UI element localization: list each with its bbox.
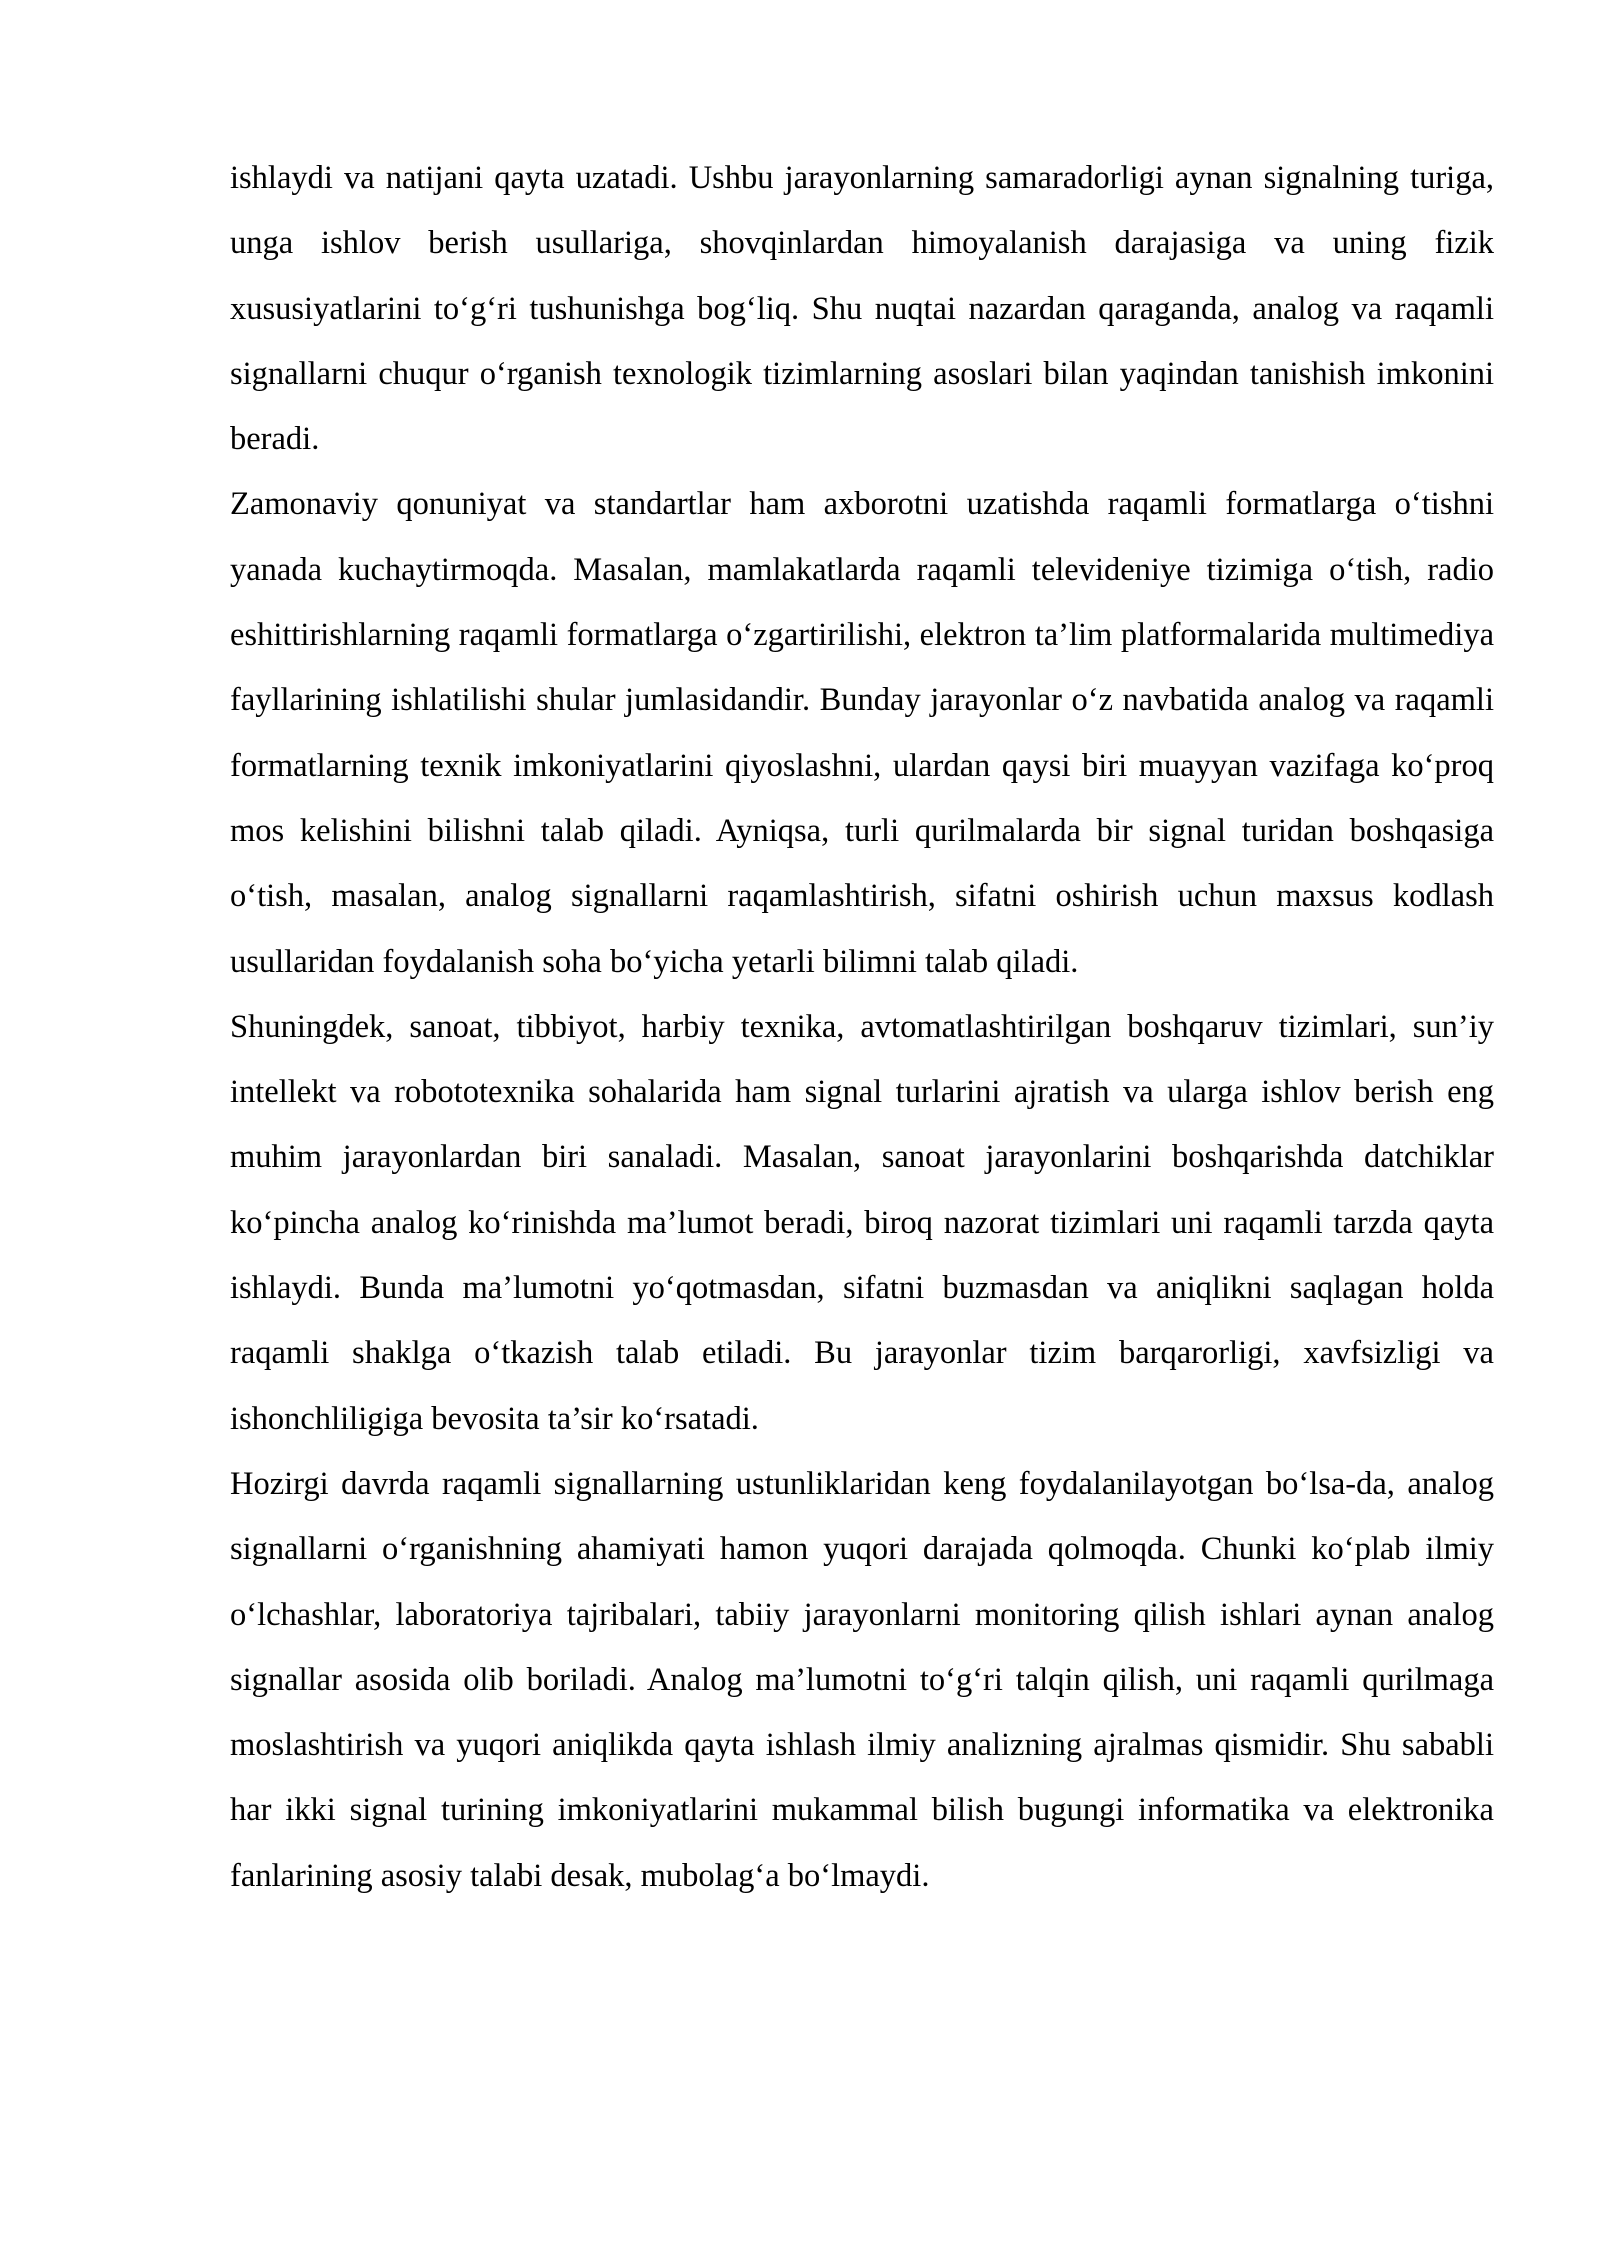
document-page: [230, 146, 1494, 1909]
paragraph-industry: Shuningdek, sanoat, tibbiyot, harbiy texnika, avtomatlashtirilgan boshqaruv tizimlari, sun’iy intellekt va robototexnika sohalarida ham signal turlarini ajratish va ularga ishlov berish eng muhim jarayonlardan biri sanaladi. Masalan, sanoat jarayonlarini boshqarishda datchiklar ko‘pincha analog ko‘rinishda ma’lumot beradi, biroq nazorat tizimlari uni raqamli tarzda qayta ishlaydi. Bunda ma’lumotni yo‘qotmasdan, sifatni buzmasdan va aniqlikni saqlagan holda raqamli shaklga o‘tkazish talab etiladi. Bu jarayonlar tizim barqarorligi, xavfsizligi va ishonchliligiga bevosita ta’sir ko‘rsatadi.: [230, 1008, 1494, 1437]
paragraph-continuation: ishlaydi va natijani qayta uzatadi. Ushbu jarayonlarning samaradorligi aynan signalning turiga, unga ishlov berish usullariga, shovqinlardan himoyalanish darajasiga va uning fizik xususiyatlarini to‘g‘ri tushunishga bog‘liq. Shu nuqtai nazardan qaraganda, analog va raqamli signallarni chuqur o‘rganish texnologik tizimlarning asoslari bilan yaqindan tanishish imkonini beradi.: [230, 160, 1494, 458]
paragraph-standards: Zamonaviy qonuniyat va standartlar ham axborotni uzatishda raqamli formatlarga o‘tishni yanada kuchaytirmoqda. Masalan, mamlakatlarda raqamli televideniye tizimiga o‘tish, radio eshittirishlarning raqamli formatlarga o‘zgartirilishi, elektron ta’lim platformalarida multimediya fayllarining ishlatilishi shular jumlasidandir. Bunday jarayonlar o‘z navbatida analog va raqamli formatlarning texnik imkoniyatlarini qiyoslashni, ulardan qaysi biri muayyan vazifaga ko‘proq mos kelishini bilishni talab qiladi. Ayniqsa, turli qurilmalarda bir signal turidan boshqasiga o‘tish, masalan, analog signallarni raqamlashtirish, sifatni oshirish uchun maxsus kodlash usullaridan foydalanish soha bo‘yicha yetarli bilimni talab qiladi.: [230, 486, 1494, 980]
paragraph-analog-importance: Hozirgi davrda raqamli signallarning ustunliklaridan keng foydalanilayotgan bo‘lsa-da, analog signallarni o‘rganishning ahamiyati hamon yuqori darajada qolmoqda. Chunki ko‘plab ilmiy o‘lchashlar, laboratoriya tajribalari, tabiiy jarayonlarni monitoring qilish ishlari aynan analog signallar asosida olib boriladi. Analog ma’lumotni to‘g‘ri talqin qilish, uni raqamli qurilmaga moslashtirish va yuqori aniqlikda qayta ishlash ilmiy analizning ajralmas qismidir. Shu sababli har ikki signal turining imkoniyatlarini mukammal bilish bugungi informatika va elektronika fanlarining asosiy talabi desak, mubolag‘a bo‘lmaydi.: [230, 1465, 1494, 1894]
